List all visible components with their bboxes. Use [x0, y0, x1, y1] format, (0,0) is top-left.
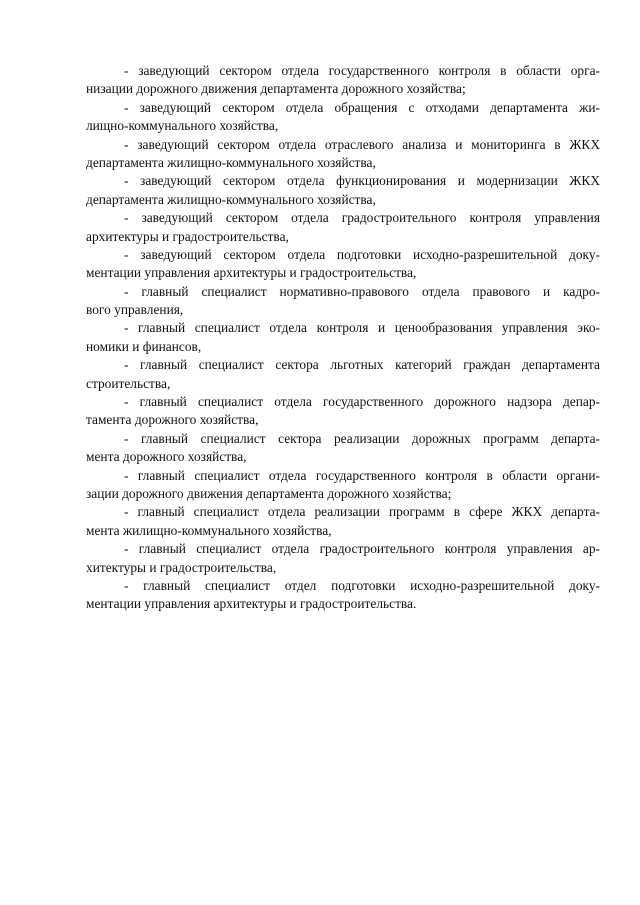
document-line: - главный специалист отдела государственного контроля в области органи-	[124, 467, 600, 483]
document-line: зации дорожного движения департамента дорожного хозяйства;	[86, 485, 452, 501]
document-line: тамента дорожного хозяйства,	[86, 412, 259, 428]
document-line: строительства,	[86, 375, 171, 391]
document-line: - главный специалист сектора льготных категорий граждан департамента	[124, 357, 600, 373]
document-line: лищно-коммунального хозяйства,	[86, 118, 279, 134]
document-line: мента дорожного хозяйства,	[86, 449, 247, 465]
document-line: - заведующий сектором отдела подготовки исходно-разрешительной доку-	[124, 246, 600, 262]
document-line: - заведующий сектором отдела отраслевого анализа и мониторинга в ЖКХ	[124, 136, 600, 152]
document-line: - главный специалист нормативно-правового отдела правового и кадро-	[124, 283, 600, 299]
document-line: мента жилищно-коммунального хозяйства,	[86, 522, 332, 538]
document-line: - главный специалист отдела контроля и ценообразования управления эко-	[124, 320, 600, 336]
document-line: номики и финансов,	[86, 338, 202, 354]
document-line: департамента жилищно-коммунального хозяйства,	[86, 191, 376, 207]
document-line: - главный специалист сектора реализации дорожных программ департа-	[124, 430, 600, 446]
document-line: вого управления,	[86, 302, 184, 318]
document-line: - главный специалист отдела государственного дорожного надзора депар-	[124, 394, 600, 410]
document-line: - заведующий сектором отдела обращения с отходами департамента жи-	[124, 99, 600, 115]
document-line: - главный специалист отдела реализации программ в сфере ЖКХ департа-	[124, 504, 600, 520]
document-line: ментации управления архитектуры и градостроительства,	[86, 265, 417, 281]
document-line: хитектуры и градостроительства,	[86, 559, 277, 575]
document-line: - заведующий сектором отдела государственного контроля в области орга-	[124, 63, 600, 78]
document-line: - главный специалист отдела градостроительного контроля управления ар-	[124, 541, 600, 557]
document-line: архитектуры и градостроительства,	[86, 228, 289, 244]
document-line: - заведующий сектором отдела градостроительного контроля управления	[124, 210, 600, 226]
document-line: департамента жилищно-коммунального хозяйства,	[86, 154, 376, 170]
document-body-text	[86, 62, 600, 614]
document-line: ментации управления архитектуры и градостроительства.	[86, 596, 417, 612]
document-line: низации дорожного движения департамента дорожного хозяйства;	[86, 81, 466, 97]
document-line: - заведующий сектором отдела функционирования и модернизации ЖКХ	[124, 173, 600, 189]
document-line: - главный специалист отдел подготовки исходно-разрешительной доку-	[124, 577, 600, 593]
